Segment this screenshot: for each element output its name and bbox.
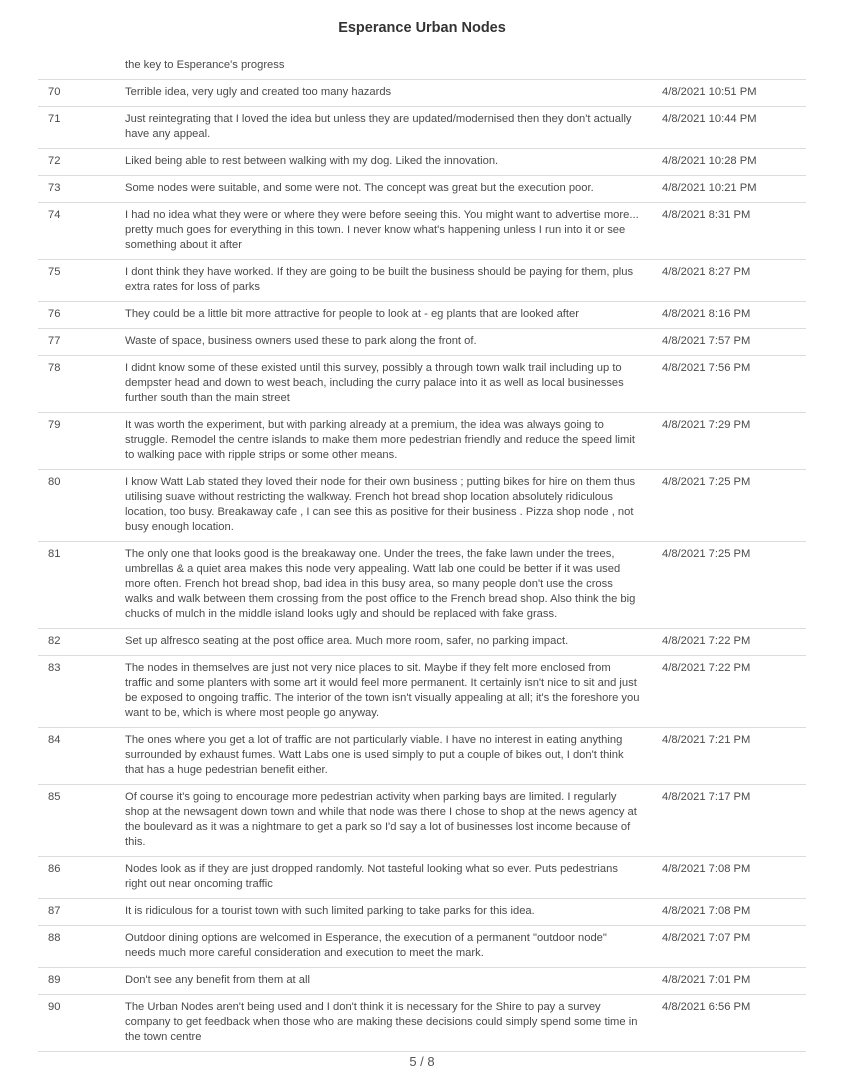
- table-row: [38, 260, 806, 302]
- table-row: [38, 470, 806, 542]
- response-date: 4/8/2021 7:21 PM: [662, 734, 751, 746]
- response-date: 4/8/2021 6:56 PM: [662, 1001, 751, 1013]
- response-date: 4/8/2021 8:16 PM: [662, 308, 751, 320]
- response-number: 74: [48, 209, 61, 221]
- table-row: [38, 629, 806, 656]
- response-number: 89: [48, 974, 61, 986]
- response-number: 73: [48, 182, 61, 194]
- response-number: 80: [48, 476, 61, 488]
- continuation-row: [38, 56, 806, 80]
- page-number: 5 / 8: [409, 1054, 435, 1069]
- response-text: Outdoor dining options are welcomed in Esperance, the execution of a permanent "outdoor node" needs much more careful consideration and execution to meet the mark.: [125, 932, 607, 959]
- response-number: 70: [48, 86, 61, 98]
- response-text: Liked being able to rest between walking with my dog. Liked the innovation.: [125, 155, 499, 167]
- response-date: 4/8/2021 8:27 PM: [662, 266, 751, 278]
- response-date: 4/8/2021 7:08 PM: [662, 905, 751, 917]
- response-number: 71: [48, 113, 61, 125]
- response-date: 4/8/2021 7:01 PM: [662, 974, 751, 986]
- response-date: 4/8/2021 10:51 PM: [662, 86, 757, 98]
- table-row: [38, 203, 806, 260]
- table-row: [38, 785, 806, 857]
- response-number: 79: [48, 419, 61, 431]
- response-number: 72: [48, 155, 61, 167]
- response-date: 4/8/2021 7:22 PM: [662, 635, 751, 647]
- response-number: 82: [48, 635, 61, 647]
- table-row: [38, 899, 806, 926]
- response-number: 78: [48, 362, 61, 374]
- response-text: Nodes look as if they are just dropped randomly. Not tasteful looking what so ever. Puts pedestrians right out near oncoming traffic: [125, 863, 618, 890]
- table-row: [38, 413, 806, 470]
- response-date: 4/8/2021 7:22 PM: [662, 662, 751, 674]
- table-row: [38, 857, 806, 899]
- response-number: [38, 58, 125, 73]
- table-row: [38, 149, 806, 176]
- response-text: the key to Esperance's progress: [125, 59, 285, 71]
- response-text: I had no idea what they were or where they were before seeing this. You might want to advertise more... pretty much goes for everything in this town. I never know what's happening unless I run into it or see something about it after: [125, 209, 639, 251]
- response-date: 4/8/2021 7:07 PM: [662, 932, 751, 944]
- table-row: [38, 80, 806, 107]
- table-row: [38, 926, 806, 968]
- response-rows: [38, 80, 806, 1052]
- response-date: 4/8/2021 7:29 PM: [662, 419, 751, 431]
- response-date: 4/8/2021 7:17 PM: [662, 791, 751, 803]
- response-number: 84: [48, 734, 61, 746]
- response-text: I know Watt Lab stated they loved their node for their own business ; putting bikes for hire on them thus utilising suave without restricting the walkway. French hot bread shop location absolutely ridiculous location, too busy. Breakaway cafe , I can see this as positive for their business . Pizza shop node , not busy enough location.: [125, 476, 636, 533]
- response-number: 77: [48, 335, 61, 347]
- response-text: Waste of space, business owners used these to park along the front of.: [125, 335, 477, 347]
- table-row: [38, 968, 806, 995]
- response-text: It is ridiculous for a tourist town with such limited parking to take parks for this idea.: [125, 905, 535, 917]
- table-row: [38, 176, 806, 203]
- response-number: 81: [48, 548, 61, 560]
- response-text: The only one that looks good is the breakaway one. Under the trees, the fake lawn under the trees, umbrellas & a quiet area makes this node very appealing. Watt lab one could be better if it was used more often. French hot bread shop, bad idea in this busy area, so many people don't use the cross walks and walk between them crossing from the post office to the French bread shop. Also think the big chucks of mulch in the middle island looks ugly and should be replaced with fake grass.: [125, 548, 636, 620]
- response-number: 86: [48, 863, 61, 875]
- response-number: 85: [48, 791, 61, 803]
- response-text: Of course it's going to encourage more pedestrian activity when parking bays are limited. I regularly shop at the newsagent down town and while that node was there I chose to shop at the news agency at the boulevard as it was a nightmare to get a park so I'd say a lot of businesses lost income because of this.: [125, 791, 637, 848]
- response-number: 83: [48, 662, 61, 674]
- response-text: It was worth the experiment, but with parking already at a premium, the idea was always going to struggle. Remodel the centre islands to make them more pedestrian friendly and reduce the speed limit to walking pace with ripple strips or some other means.: [125, 419, 635, 461]
- response-date: 4/8/2021 10:21 PM: [662, 182, 757, 194]
- response-date: 4/8/2021 7:25 PM: [662, 476, 751, 488]
- response-date: 4/8/2021 10:28 PM: [662, 155, 757, 167]
- response-text: Don't see any benefit from them at all: [125, 974, 310, 986]
- response-date: 4/8/2021 10:44 PM: [662, 113, 757, 125]
- table-row: [38, 356, 806, 413]
- response-text: Terrible idea, very ugly and created too many hazards: [125, 86, 392, 98]
- response-text: Just reintegrating that I loved the idea but unless they are updated/modernised then they don't actually have any appeal.: [125, 113, 632, 140]
- page-title: Esperance Urban Nodes: [338, 20, 506, 36]
- response-text: The Urban Nodes aren't being used and I don't think it is necessary for the Shire to pay a survey company to get feedback when those who are making these decisions could simply spend some time in the town centre: [125, 1001, 638, 1043]
- table-row: [38, 107, 806, 149]
- response-date: [650, 58, 806, 73]
- table-row: [38, 995, 806, 1052]
- response-date: 4/8/2021 7:08 PM: [662, 863, 751, 875]
- response-number: 90: [48, 1001, 61, 1013]
- table-row: [38, 542, 806, 629]
- response-text: Some nodes were suitable, and some were not. The concept was great but the execution poor.: [125, 182, 594, 194]
- table-row: [38, 656, 806, 728]
- response-text: They could be a little bit more attractive for people to look at - eg plants that are looked after: [125, 308, 579, 320]
- response-text: I didnt know some of these existed until this survey, possibly a through town walk trail including up to dempster head and down to west beach, including the curry palace into it as well as local businesses further south than the main street: [125, 362, 624, 404]
- response-date: 4/8/2021 7:57 PM: [662, 335, 751, 347]
- response-text: I dont think they have worked. If they are going to be built the business should be paying for them, plus extra rates for loss of parks: [125, 266, 634, 293]
- response-number: 75: [48, 266, 61, 278]
- response-date: 4/8/2021 7:25 PM: [662, 548, 751, 560]
- response-text: The nodes in themselves are just not very nice places to sit. Maybe if they felt more enclosed from traffic and some planters with some art it would feel more permanent. It certainly isn't nice to sit and just be exposed to ongoing traffic. The interior of the town isn't visually appealing at all; it's the foreshore you want to be, which is where most people go anyway.: [125, 662, 640, 719]
- response-text: The ones where you get a lot of traffic are not particularly viable. I have no interest in eating anything surrounded by exhaust fumes. Watt Labs one is used simply to put a couple of bikes out, I don't think that has a huge pedestrian benefit either.: [125, 734, 624, 776]
- response-text: Set up alfresco seating at the post office area. Much more room, safer, no parking impact.: [125, 635, 569, 647]
- table-row: [38, 302, 806, 329]
- response-number: 88: [48, 932, 61, 944]
- response-date: 4/8/2021 7:56 PM: [662, 362, 751, 374]
- response-date: 4/8/2021 8:31 PM: [662, 209, 751, 221]
- response-number: 76: [48, 308, 61, 320]
- table-row: [38, 728, 806, 785]
- response-number: 87: [48, 905, 61, 917]
- table-row: [38, 329, 806, 356]
- responses-table: [38, 56, 806, 1052]
